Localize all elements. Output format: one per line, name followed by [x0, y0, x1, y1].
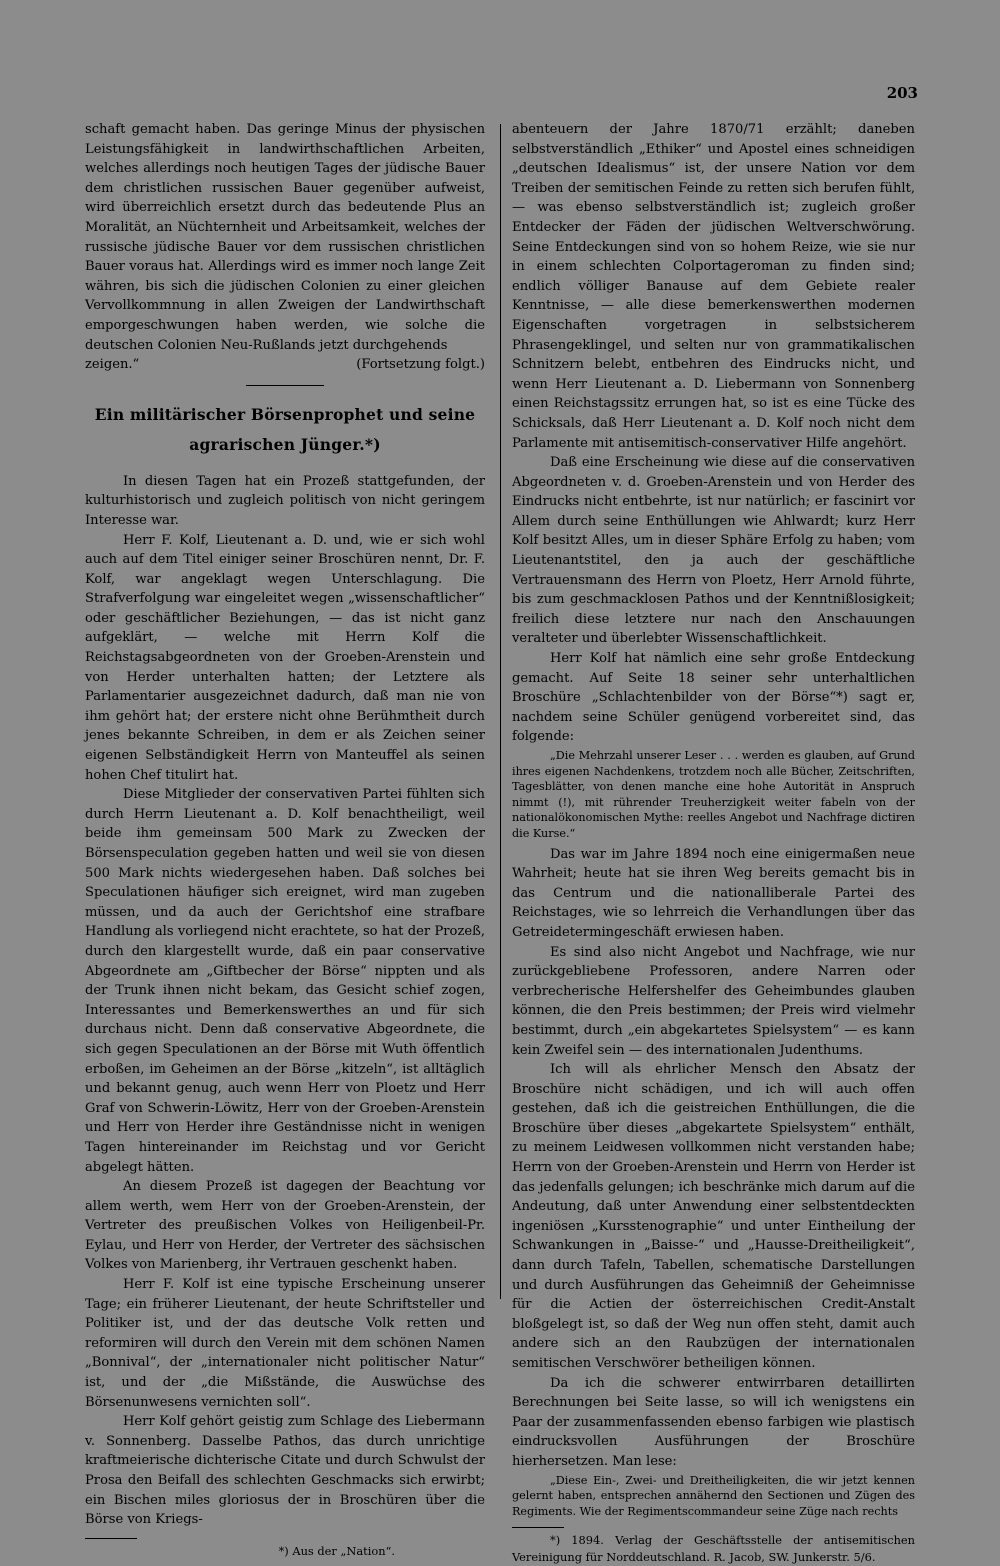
quote-block-1: „Die Mehrzahl unserer Leser . . . werden es glauben, auf Grund ihres eigenen Nachdenkens, trotzdem noch alle Bücher, Zeitschriften, Tagesblätter, von denen manche eine hohe Autorität in Anspruch nimmt (!), mit rührender Treuherzigkeit weiter fabeln von der nationalökonomischen Mythe: reelles Angebot und Nachfrage dictiren die Kurse.“: [512, 749, 915, 840]
page-number: 203: [886, 84, 918, 102]
intro-last-line: [85, 355, 485, 375]
footnote-rule-left: [85, 1538, 137, 1539]
left-paragraph-6: Herr Kolf gehört geistig zum Schlage des Liebermann v. Sonnenberg. Dasselbe Pathos, das durch unrichtige kraftmeierische dichterische Citate und durch Schwulst der Prosa den Beifall des schlechten Geschmacks sich erwirbt; ein Bischen miles gloriosus der in Broschüren über die Börse von Kriegs-: [85, 1414, 485, 1528]
article-heading: Ein militärischer Börsenprophet und seine agrarischen Jünger.*): [94, 404, 476, 454]
continuation-note: (Fortsetzung folgt.): [356, 357, 485, 373]
left-paragraph-3: Diese Mitglieder der conservativen Partei fühlten sich durch Herrn Lieutenant a. D. Kolf benachtheiligt, weil beide ihm gemeinsam 500 Mark zu Zwecken der Börsenspeculation gegeben hatten und weil sie von diesen 500 Mark nichts wiedergesehen haben. Daß solches bei Speculationen häufiger sich ereignet, wird man zugeben müssen, und da auch der Gerichtshof eine strafbare Handlung als vorliegend nicht erachtete, so hat der Prozeß, durch den klargestellt wurde, daß ein paar conservative Abgeordnete am „Giftbecher der Börse“ nippten und als der Trunk ihnen nicht bekam, das Gesicht schief zogen, Interessantes und Bemerkenswerthes an und für sich durchaus nicht. Denn daß conservative Abgeordnete, die sich gegen Speculationen an der Börse mit Wuth öffentlich erboßen, im Geheimen an der Börse „kitzeln“, ist alltäglich und bekannt genug, auch wenn Herr von Ploetz und Herr Graf von Schwerin-Löwitz, Herr von der Groeben-Arenstein und Herr von Herder ihre Geständnisse nicht in wenigen Tagen hintereinander im Reichstag und vor Gericht abgelegt hätten.: [85, 787, 485, 1175]
left-paragraph-1: In diesen Tagen hat ein Prozeß stattgefunden, der kulturhistorisch und zugleich politisch von nicht geringem Interesse war.: [85, 473, 485, 528]
intro-paragraph: schaft gemacht haben. Das geringe Minus der physischen Leistungsfähigkeit in landwirthschaftlichen Arbeiten, welches allerdings noch heutigen Tages der jüdische Bauer dem christlichen russischen Bauer gegenüber aufweist, wird überreichlich ersetzt durch das bedeutende Plus an Moralität, an Nüchternheit und Arbeitsamkeit, welches der russische jüdische Bauer vor dem russischen christlichen Bauer voraus hat. Allerdings wird es immer noch lange Zeit währen, bis sich die jüdischen Colonien zu einer gleichen Vervollkommnung in allen Zweigen der Landwirthschaft emporgeschwungen haben werden, wie solche die deutschen Colonien Neu-Rußlands jetzt durchgehends: [85, 122, 485, 353]
footnote-right: *) 1894. Verlag der Geschäftsstelle der antisemitischen Vereinigung für Norddeutschland. R. Jacob, SW. Junkerstr. 5/6.: [512, 1533, 915, 1565]
left-paragraph-5: Herr F. Kolf ist eine typische Erscheinung unserer Tage; ein früherer Lieutenant, der heute Schriftsteller und Politiker ist, und der das deutsche Volk retten und reformiren will durch den Verein mit dem schönen Namen „Bonnival“, der „internationaler nicht politischer Natur“ ist, und der „die Mißstände, die Auswüchse des Börsenunwesens vernichten soll“.: [85, 1277, 485, 1410]
right-paragraph-7: Da ich die schwerer entwirrbaren detaillirten Berechnungen bei Seite lasse, so will ich wenigstens ein Paar der zusammenfassenden ebenso farbigen wie plastisch eindrucksvollen Ausführungen der Broschüre hierhersetzen. Man lese:: [512, 1375, 915, 1469]
right-paragraph-2: Daß eine Erscheinung wie diese auf die conservativen Abgeordneten v. d. Groeben-Arenstein und von Herder des Eindrucks nicht entbehrte, ist nur natürlich; er fascinirt vor Allem durch seine Enthüllungen wie Ahlwardt; kurz Herr Kolf besitzt Alles, um in dieser Sphäre Erfolg zu haben; vom Lieutenantstitel, den ja auch der geschäftliche Vertrauensmann des Herrn von Ploetz, Herr Arnold führte, bis zum geschmacklosen Pathos und der Kenntnißlosigkeit; freilich diese letztere nur nach den Anschauungen veralteter und überlebter Wissenschaftlichkeit.: [512, 455, 915, 647]
right-paragraph-5: Es sind also nicht Angebot und Nachfrage, wie nur zurückgebliebene Professoren, andere Narren oder verbrecherische Helfershelfer des Geheimbundes glauben können, die den Preis bestimmen; der Preis wird vielmehr bestimmt, durch „ein abgekartetes Spielsystem“ — es kann kein Zweifel sein — des internationalen Judenthums.: [512, 944, 915, 1058]
footnote-rule-right: [512, 1527, 564, 1528]
intro-last-word: zeigen.“: [85, 357, 140, 373]
quote-block-2: „Diese Ein-, Zwei- und Dreitheiligkeiten, die wir jetzt kennen gelernt haben, entsprechen annähernd den Sectionen und Zügen des Regiments. Wie der Regimentscommandeur seine Züge nach rechts: [512, 1473, 915, 1518]
right-paragraph-6: Ich will als ehrlicher Mensch den Absatz der Broschüre nicht schädigen, und ich will auch offen gestehen, daß ich die geistreichen Enthüllungen, die die Broschüre über dieses „abgekartete Spielsystem“ enthält, zu meinem Leidwesen vollkommen nicht verstanden habe; Herrn von der Groeben-Arenstein und Herrn von Herder ist das jedenfalls gelungen; ich beschränke mich darum auf die Andeutung, daß unter Anwendung einer selbstentdeckten ingeniösen „Kursstenographie“ und unter Eintheilung der Schwankungen in „Baisse-“ und „Hausse-Dreitheiligkeit“, dann durch Tafeln, Tabellen, schematische Darstellungen und durch Ausführungen das Geheimniß der Geheimnisse für die Actien der österreichischen Credit-Anstalt bloßgelegt ist, so daß der Weg nun offen steht, damit auch andere sich an den Raubzügen der internationalen semitischen Verschwörer betheiligen können.: [512, 1062, 915, 1371]
left-paragraph-4: An diesem Prozeß ist dagegen der Beachtung vor allem werth, wem Herr von der Groeben-Arenstein, der Vertreter des preußischen Volkes von Heiligenbeil-Pr. Eylau, und Herr von Herder, der Vertreter des sächsischen Volkes von Marienberg, ihr Vertrauen geschenkt haben.: [85, 1179, 485, 1273]
section-rule: [246, 385, 324, 386]
right-paragraph-1: abenteuern der Jahre 1870/71 erzählt; daneben selbstverständlich „Ethiker“ und Apostel eines schneidigen „deutschen Idealismus“ ist, der unsere Nation vor dem Treiben der semitischen Feinde zu retten sich berufen fühlt, — was ebenso selbstverständlich ist; zugleich großer Entdecker der Fäden der jüdischen Weltverschwörung. Seine Entdeckungen sind von so hohem Reize, wie sie nur in einem schlechten Colportageroman zu finden sind; endlich völliger Banause auf dem Gebiete realer Kenntnisse, — alle diese bemerkenswerthen modernen Eigenschaften vorgetragen in selbstsicherem Phrasengeklingel, und selten nur von grammatikalischen Schnitzern belebt, entbehren des Eindrucks nicht, und wenn Herr Lieutenant a. D. Liebermann von Sonnenberg einen Reichstagssitz errungen hat, so ist es eine Tücke des Schicksals, daß Herr Lieutenant a. D. Kolf noch nicht dem Parlamente mit antisemitisch-conservativer Hilfe angehört.: [512, 122, 915, 451]
right-column: [512, 120, 915, 1566]
footnote-left: *) Aus der „Nation“.: [278, 1543, 395, 1558]
right-paragraph-3: Herr Kolf hat nämlich eine sehr große Entdeckung gemacht. Auf Seite 18 seiner sehr unterhaltlichen Broschüre „Schlachtenbilder von der Börse“*) sagt er, nachdem seine Schüler genügend vorbereitet sind, das folgende:: [512, 651, 915, 745]
left-column: [85, 120, 485, 1560]
right-paragraph-4: Das war im Jahre 1894 noch eine einigermaßen neue Wahrheit; heute hat sie ihren Weg bereits gemacht bis in das Centrum und die nationalliberale Partei des Reichstages, wie so lehrreich die Verhandlungen über das Getreidetermingeschäft erwiesen haben.: [512, 846, 915, 940]
left-paragraph-2: Herr F. Kolf, Lieutenant a. D. und, wie er sich wohl auch auf dem Titel einiger seiner Broschüren nennt, Dr. F. Kolf, war angeklagt wegen Unterschlagung. Die Strafverfolgung war eingeleitet wegen „wissenschaftlicher“ oder geschäftlicher Beziehungen, — das ist nicht ganz aufgeklärt, — welche mit Herrn Kolf die Reichstagsabgeordneten von der Groeben-Arenstein und von Herder unterhalten hatten; der Letztere als Parlamentarier ausgezeichnet dadurch, daß man nie von ihm gehört hat; der erstere nicht ohne Berühmtheit durch jenes bekannte Schreiben, in dem er als Zeichen seiner eigenen Selbständigkeit Herrn von Manteuffel als seinen hohen Chef titulirt hat.: [85, 532, 485, 783]
column-divider: [500, 124, 501, 1299]
